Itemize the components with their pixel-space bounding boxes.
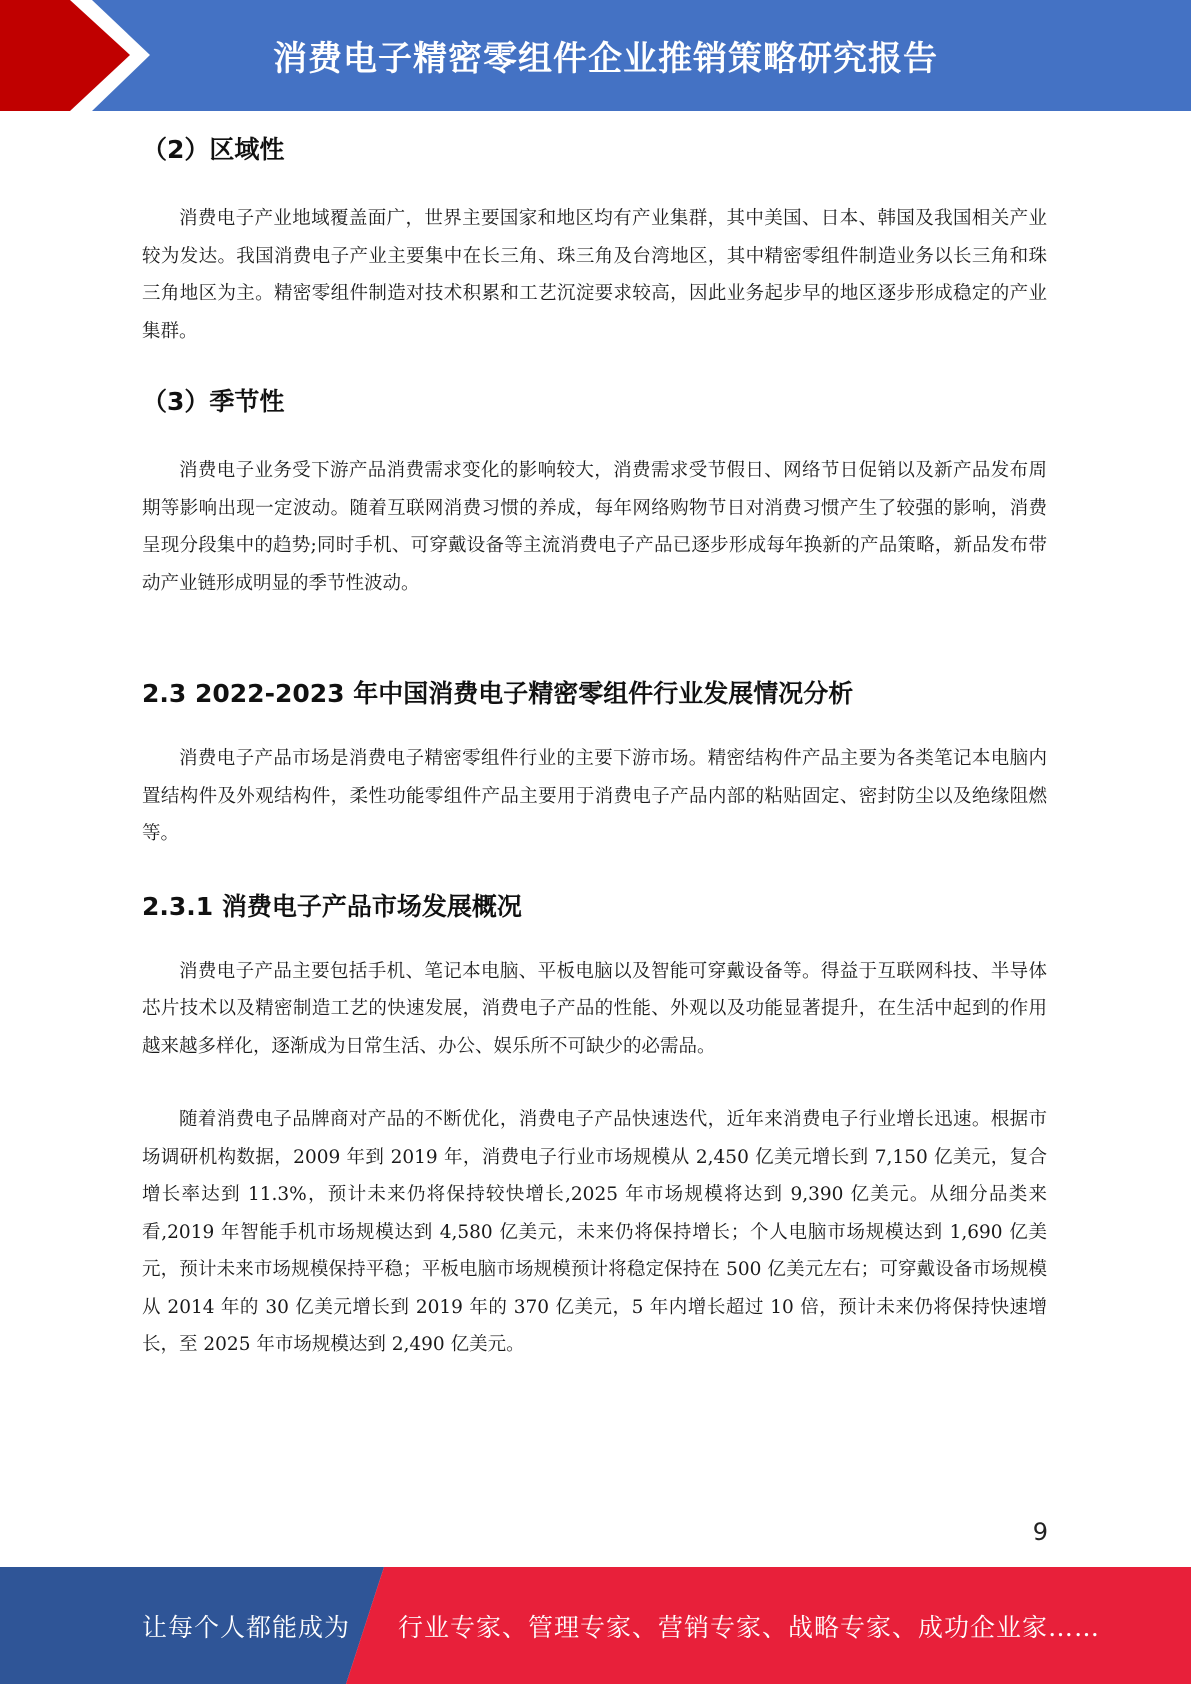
footer-slogan-right: 行业专家、管理专家、营销专家、战略专家、成功企业家…… xyxy=(398,1612,1101,1642)
footer-slogan-left: 让每个人都能成为 xyxy=(142,1612,351,1642)
section-heading-2-3: 2.3 2022-2023 年中国消费电子精密零组件行业发展情况分析 xyxy=(142,679,854,708)
section-heading-regional: （2）区域性 xyxy=(142,135,285,164)
document-body xyxy=(142,130,1047,1364)
paragraph: 消费电子产业地域覆盖面广，世界主要国家和地区均有产业集群，其中美国、日本、韩国及我国相关产业较为发达。我国消费电子产业主要集中在长三角、珠三角及台湾地区，其中精密零组件制造业务以长三角和珠三角地区为主。精密零组件制造对技术积累和工艺沉淀要求较高，因此业务起步早的地区逐步形成稳定的产业集群。 xyxy=(142,208,1047,342)
paragraph: 消费电子业务受下游产品消费需求变化的影响较大，消费需求受节假日、网络节日促销以及新产品发布周期等影响出现一定波动。随着互联网消费习惯的养成，每年网络购物节日对消费习惯产生了较强的影响，消费呈现分段集中的趋势;同时手机、可穿戴设备等主流消费电子产品已逐步形成每年换新的产品策略，新品发布带动产业链形成明显的季节性波动。 xyxy=(142,460,1047,594)
page-header xyxy=(0,0,1191,111)
page-number: 9 xyxy=(1032,1518,1048,1546)
paragraph: 随着消费电子品牌商对产品的不断优化，消费电子产品快速迭代，近年来消费电子行业增长迅速。根据市场调研机构数据，2009 年到 2019 年，消费电子行业市场规模从 2,450 亿美元增长到 7,150 亿美元，复合增长率达到 11.3%，预计未来仍将保持较快增长,2025 年市场规模将达到 9,390 亿美元。从细分品类来看,2019 年智能手机市场规模达到 4,580 亿美元，未来仍将保持增长；个人电脑市场规模达到 1,690 亿美元，预计未来市场规模保持平稳；平板电脑市场规模预计将稳定保持在 500 亿美元左右；可穿戴设备市场规模从 2014 年的 30 亿美元增长到 2019 年的 370 亿美元，5 年内增长超过 10 倍，预计未来仍将保持快速增长，至 2025 年市场规模达到 2,490 亿美元。 xyxy=(142,1109,1047,1355)
page-footer xyxy=(0,1567,1191,1684)
paragraph: 消费电子产品主要包括手机、笔记本电脑、平板电脑以及智能可穿戴设备等。得益于互联网科技、半导体芯片技术以及精密制造工艺的快速发展，消费电子产品的性能、外观以及功能显著提升，在生活中起到的作用越来越多样化，逐渐成为日常生活、办公、娱乐所不可缺少的必需品。 xyxy=(142,960,1047,1057)
section-heading-2-3-1: 2.3.1 消费电子产品市场发展概况 xyxy=(142,891,522,921)
header-title: 消费电子精密零组件企业推销策略研究报告 xyxy=(273,39,938,79)
paragraph: 消费电子产品市场是消费电子精密零组件行业的主要下游市场。精密结构件产品主要为各类笔记本电脑内置结构件及外观结构件，柔性功能零组件产品主要用于消费电子产品内部的粘贴固定、密封防尘以及绝缘阻燃等。 xyxy=(142,748,1047,844)
section-heading-seasonal: （3）季节性 xyxy=(142,387,285,416)
